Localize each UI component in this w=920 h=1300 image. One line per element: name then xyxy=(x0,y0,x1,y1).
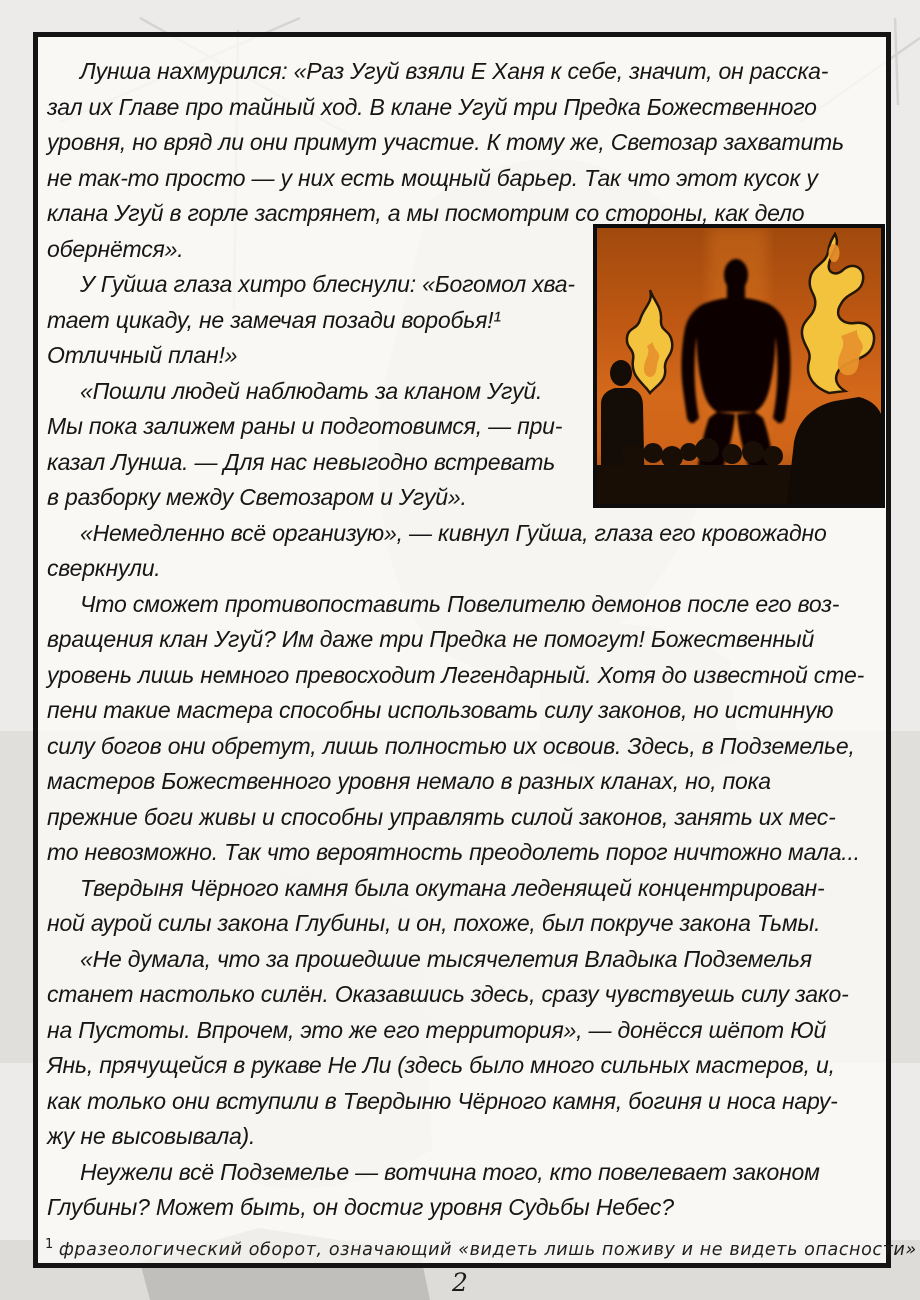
text-line: вращения клан Угуй? Им даже три Предка не помогут! Божественный xyxy=(47,626,815,652)
footnote-marker: 1 xyxy=(45,1237,54,1253)
text-line: мастеров Божественного уровня немало в разных кланах, но, пока xyxy=(47,768,771,794)
text-line: зал их Главе про тайный ход. В клане Угуй три Предка Божественного xyxy=(47,93,817,120)
text-line: пени такие мастера способны использовать силу законов, но истинную xyxy=(47,697,834,723)
footnote xyxy=(45,1237,917,1260)
text-line: сверкнули. xyxy=(47,555,161,581)
text-line: Отличный план!» xyxy=(47,342,238,368)
text-line: Глубины? Может быть, он достиг уровня Судьбы Небес? xyxy=(47,1194,674,1220)
text-line: уровня, но вряд ли они примут участие. К тому же, Светозар захватить xyxy=(47,129,844,155)
text-line: У Гуйша глаза хитро блеснули: «Богомол хва- xyxy=(80,271,575,297)
text-line: жу не высовывала). xyxy=(47,1123,256,1149)
text-line: Неужели всё Подземелье — вотчина того, кто повелевает законом xyxy=(80,1158,820,1185)
text-line: Лунша нахмурился: «Раз Угуй взяли Е Ханя к себе, значит, он расска- xyxy=(80,58,829,84)
text-block xyxy=(47,54,879,1226)
text-line: силу богов они обретут, лишь полностью их освоив. Здесь, в Подземелье, xyxy=(47,732,855,759)
text-line: на Пустоты. Впрочем, это же его территория», — донёсся шёпот Юй xyxy=(47,1016,827,1043)
text-line: «Пошли людей наблюдать за кланом Угуй. xyxy=(80,377,543,404)
text-frame xyxy=(33,32,917,1268)
text-line: обернётся». xyxy=(47,235,184,262)
text-line: ной аурой силы закона Глубины, и он, похоже, был покруче закона Тьмы. xyxy=(47,910,821,936)
page-number: 2 xyxy=(452,1268,468,1297)
text-line: Твердыня Чёрного камня была окутана леденящей концентрирован- xyxy=(80,874,825,901)
text-line: в разборку между Светозаром и Угуй». xyxy=(47,484,467,510)
text-line: прежние боги живы и способны управлять силой законов, занять их мес- xyxy=(47,803,836,830)
text-line: как только они вступили в Твердыню Чёрного камня, богиня и носа нару- xyxy=(47,1087,838,1114)
text-line: то невозможно. Так что вероятность преодолеть порог ничтожно мала... xyxy=(47,839,860,865)
text-line: не так-то просто — у них есть мощный барьер. Так что этот кусок у xyxy=(47,164,818,191)
text-line: станет настолько силён. Оказавшись здесь, сразу чувствуешь силу зако- xyxy=(47,981,849,1007)
text-line: тает цикаду, не замечая позади воробья!¹ xyxy=(47,306,501,333)
footnote-text: фразеологический оборот, означающий «видеть лишь поживу и не видеть опасности» xyxy=(58,1240,917,1260)
text-line: уровень лишь немного превосходит Легендарный. Хотя до известной сте- xyxy=(47,661,865,688)
text-line: Мы пока залижем раны и подготовимся, — при- xyxy=(47,413,563,439)
text-line: «Немедленно всё организую», — кивнул Гуйша, глаза его кровожадно xyxy=(80,519,827,546)
text-line: Что сможет противопоставить Повелителю демонов после его воз- xyxy=(80,590,840,617)
text-line: «Не думала, что за прошедшие тысячелетия Владыка Подземелья xyxy=(80,945,812,972)
text-line: Янь, прячущейся в рукаве Не Ли (здесь было много сильных мастеров, и, xyxy=(47,1052,835,1078)
text-line: клана Угуй в горле застрянет, а мы посмотрим со стороны, как дело xyxy=(47,200,805,226)
text-line: казал Лунша. — Для нас невыгодно встревать xyxy=(47,448,556,475)
